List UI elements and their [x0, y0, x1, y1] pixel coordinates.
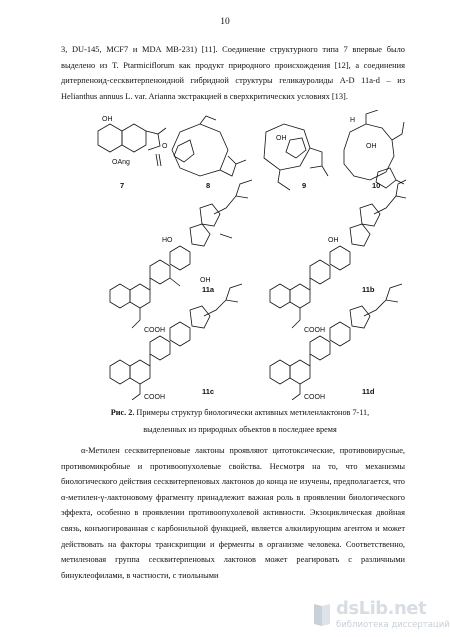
atom-label: OH [328, 237, 339, 244]
atom-label: OAng [112, 159, 130, 166]
body-paragraph [61, 443, 405, 583]
chemical-structures-figure [60, 110, 406, 400]
atom-label: O [162, 143, 168, 150]
compound-label: 11b [362, 285, 375, 294]
atom-label: COOH [144, 394, 165, 400]
atom-label: OH [276, 135, 287, 142]
body-text: α-Метилен сесквитерпеновые лактоны проявляют цитотоксические, противовирусные, противомикробные и противоопухолевые свойства. Несмотря на то, что механизмы биологического действия сесквитерпеновых лактонов до конца не изучены, предполагается, что α-метилен-γ-лактоновому фрагменту принадлежит важная роль в проявлении биологического эффекта, особенно в проявлении противоопухолевой активности. Экзоциклическая двойная связь, конъюгированная с карбонильной функцией, является алкилирующим агентом и может действовать на факторы транскрипции и ферменты в организме человека. Соответственно, метиленовая группа сесквитерпеновых лактонов может реагировать с различными бинуклеофилами, в частности, с тиольными [61, 446, 405, 580]
atom-label: COOH [304, 327, 325, 334]
compound-label: 11a [202, 285, 215, 294]
atom-label: COOH [144, 327, 165, 334]
compound-label: 11c [202, 387, 215, 396]
page-number: 10 [220, 17, 230, 27]
compound-label: 10 [372, 181, 381, 190]
caption-prefix: Рис. 2. [110, 408, 135, 417]
watermark-subtitle: библиотека диссертаций [336, 620, 450, 630]
atom-label: OH [366, 143, 377, 150]
compound-label: 11d [362, 387, 375, 396]
caption-line-2: выделенных из природных объектов в последнее время [143, 425, 337, 434]
atom-label: OH [200, 277, 211, 284]
compound-label: 7 [120, 181, 125, 190]
atom-label: H [350, 117, 356, 124]
figure-caption [80, 404, 400, 438]
intro-paragraph: 3, DU-145, MCF7 и MDA MB-231) [11]. Соединение структурного типа 7 впервые было выделено из T. Ptarmiciflorum как продукт природного происхождения [12], а соединения дитерпеноид-сесквитерпеноидной гибридной структуры геликауролиды A-D 11a-d – из Helianthus annuus L. var. Arianna экстракцией в сверхкритических условиях [13]. [61, 45, 405, 101]
caption-line-1: Примеры структур биологически активных метиленлактонов 7-11, [134, 408, 370, 417]
compound-label: 9 [302, 181, 307, 190]
watermark-brand: dsLib.net [336, 598, 427, 619]
dslib-watermark [312, 598, 450, 634]
compound-label: 8 [206, 181, 211, 190]
atom-label: OH [102, 116, 113, 123]
atom-label: COOH [304, 394, 325, 400]
atom-label: HO [162, 237, 173, 244]
book-icon [312, 602, 332, 628]
